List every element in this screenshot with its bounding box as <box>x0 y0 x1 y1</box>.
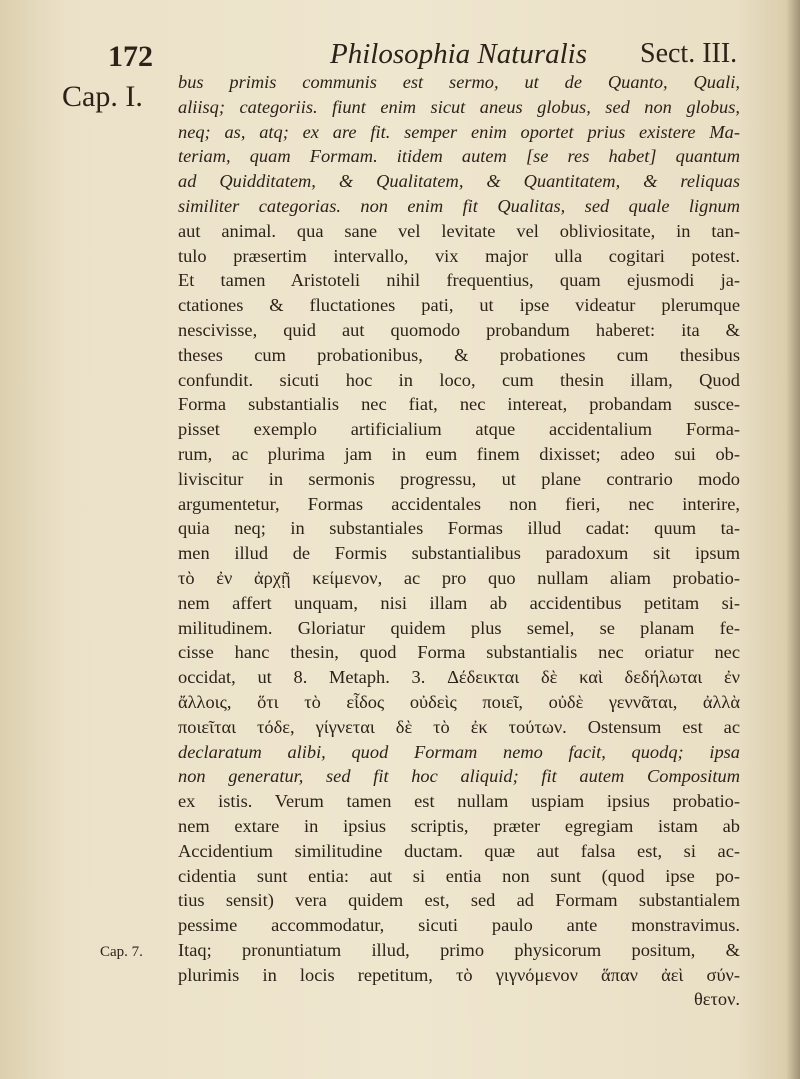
text-line: rum, ac plurima jam in eum finem dixisset; adeo sui ob- <box>178 443 740 464</box>
text-line: plurimis in locis repetitum, τὸ γιγνόμενον ἅπαν ἀεὶ σύν- <box>178 964 740 985</box>
text-line: similiter categorias. non enim fit Qualitas, sed quale lignum <box>178 195 740 216</box>
text-line: non generatur, sed fit hoc aliquid; fit autem Compositum <box>178 766 740 787</box>
text-line: nescivisse, quid aut quomodo probandum haberet: ita & <box>178 319 740 340</box>
section-reference: Sect. III. <box>640 38 738 69</box>
text-line: aliisq; categoriis. fiunt enim sicut aneus globus, sed non globus, <box>178 96 740 117</box>
text-line: ex istis. Verum tamen est nullam uspiam ipsius probatio- <box>178 791 740 812</box>
text-line: pessime accommodatur, sicuti paulo ante monstravimus. <box>178 915 740 936</box>
page-edge-shadow <box>786 0 800 1079</box>
page-number: 172 <box>108 40 153 73</box>
text-line: confundit. sicuti hoc in loco, cum thesin illam, Quod <box>178 369 740 390</box>
text-line: theses cum probationibus, & probationes cum thesibus <box>178 344 740 365</box>
text-line: Accidentium similitudine ductam. quæ aut falsa est, si ac- <box>178 840 740 861</box>
text-line: tius sensit) vera quidem est, sed ad Formam substantialem <box>178 890 740 911</box>
text-line: argumentetur, Formas accidentales non fieri, nec interire, <box>178 493 740 514</box>
margin-chapter-note-top: Cap. I. <box>62 80 143 113</box>
text-line: liviscitur in sermonis progressu, ut plane contrario modo <box>178 468 740 489</box>
text-line: ἄλλοις, ὅτι τὸ εἶδος οὐδεὶς ποιεῖ, οὐδὲ γεννᾶται, ἀλλὰ <box>178 691 740 712</box>
text-line: neq; as, atq; ex are fit. semper enim oportet prius existere Ma- <box>178 121 740 142</box>
text-line: Itaq; pronuntiatum illud, primo physicorum positum, & <box>178 939 740 960</box>
text-line: ad Quidditatem, & Qualitatem, & Quantitatem, & reliquas <box>178 171 740 192</box>
text-line: pisset exemplo artificialium atque accidentalium Forma- <box>178 419 740 440</box>
text-line: cidentia sunt entia: aut si entia non sunt (quod ipse po- <box>178 865 740 886</box>
text-line: occidat, ut 8. Metaph. 3. Δέδεικται δὲ καὶ δεδήλωται ἐν <box>178 667 740 688</box>
text-line: bus primis communis est sermo, ut de Quanto, Quali, <box>178 72 740 92</box>
running-title: Philosophia Naturalis <box>330 38 588 70</box>
margin-chapter-note-bottom: Cap. 7. <box>100 944 143 960</box>
text-line: θετον. <box>693 989 740 1010</box>
running-header <box>0 18 800 73</box>
text-line: nem affert unquam, nisi illam ab accidentibus petitam si- <box>178 592 740 613</box>
text-line: militudinem. Gloriatur quidem plus semel, se planam fe- <box>178 617 740 638</box>
text-line: Et tamen Aristoteli nihil frequentius, quam ejusmodi ja- <box>178 270 740 291</box>
text-line: men illud de Formis substantialibus paradoxum sit ipsum <box>178 543 740 564</box>
text-line: ctationes & fluctationes pati, ut ipse videatur plerumque <box>178 295 740 316</box>
body-text <box>178 70 740 1012</box>
text-line: τὸ ἐν ἀρχῇ κείμενον, ac pro quo nullam aliam probatio- <box>178 567 740 588</box>
text-line: cisse hanc thesin, quod Forma substantialis nec oriatur nec <box>178 642 740 663</box>
text-line: aut animal. qua sane vel levitate vel obliviositate, in tan- <box>178 220 740 241</box>
text-line: quia neq; in substantiales Formas illud cadat: quum ta- <box>178 518 740 539</box>
text-line: Forma substantialis nec fiat, nec intereat, probandam susce- <box>178 394 740 415</box>
text-line: ποιεῖται τόδε, γίγνεται δὲ τὸ ἐκ τούτων. Ostensum est ac <box>178 716 740 737</box>
text-line: nem extare in ipsius scriptis, præter egregiam istam ab <box>178 815 740 836</box>
text-line: tulo præsertim intervallo, vix major ulla cogitari potest. <box>178 245 740 266</box>
text-line: declaratum alibi, quod Formam nemo facit, quodq; ipsa <box>178 741 740 762</box>
text-line: teriam, quam Formam. itidem autem [se res habet] quantum <box>178 146 740 167</box>
